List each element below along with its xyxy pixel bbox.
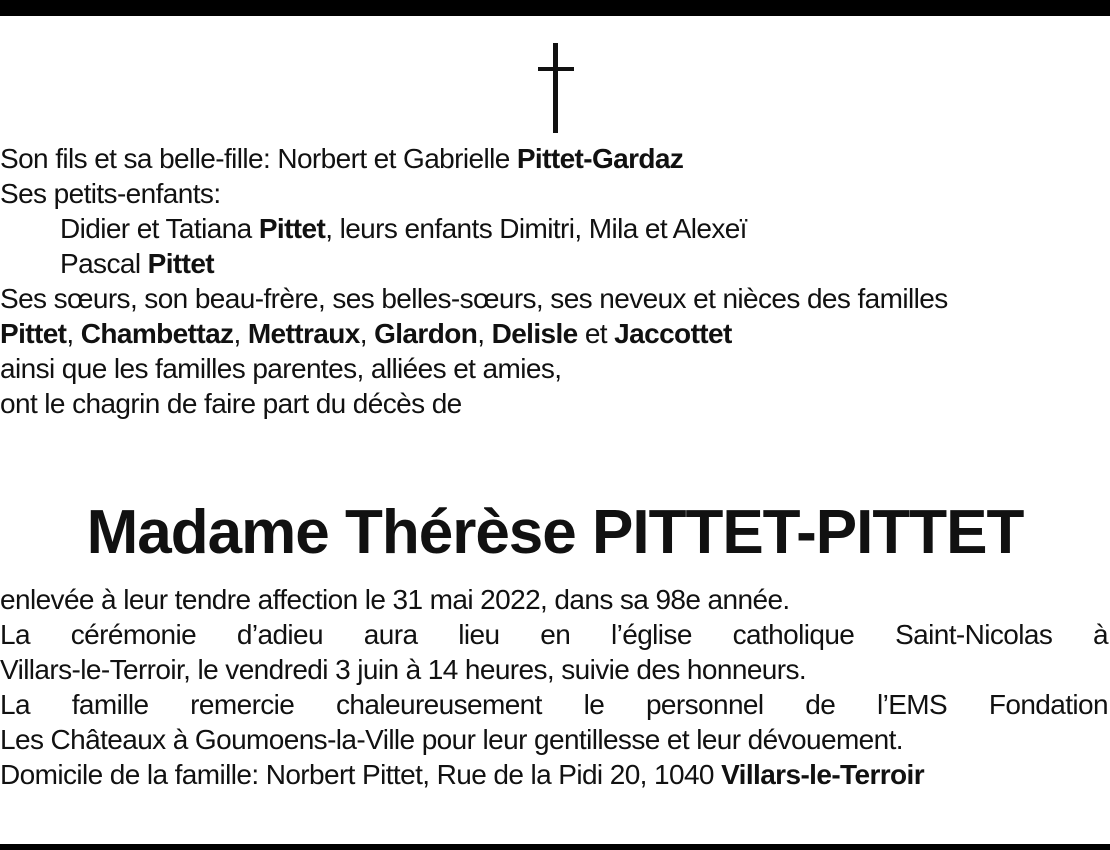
siblings-line: Ses sœurs, son beau-frère, ses belles-sœurs, ses neveux et nièces des familles — [0, 283, 948, 314]
address-line: Domicile de la famille: Norbert Pittet, Rue de la Pidi 20, 1040 Villars-le-Terroir — [0, 759, 925, 790]
ceremony-line-1: La cérémonie d’adieu aura lieu en l’église catholique Saint-Nicolas à — [0, 619, 1108, 650]
grandchildren-label: Ses petits-enfants: — [0, 178, 221, 209]
family-name: Glardon — [374, 318, 478, 349]
top-border — [0, 0, 1110, 16]
family-names-line: Pittet, Chambettaz, Mettraux, Glardon, Delisle et Jaccottet — [0, 318, 732, 349]
ceremony-line-2: Villars-le-Terroir, le vendredi 3 juin à 14 heures, suivie des honneurs. — [0, 654, 807, 685]
family-name: Delisle — [491, 318, 578, 349]
thanks-line-1: La famille remercie chaleureusement le personnel de l’EMS Fondation — [0, 689, 1108, 720]
death-line: enlevée à leur tendre affection le 31 mai 2022, dans sa 98e année. — [0, 584, 790, 615]
announce-line: ont le chagrin de faire part du décès de — [0, 388, 462, 419]
family-name: Pittet — [0, 318, 67, 349]
family-name: Jaccottet — [614, 318, 732, 349]
cross-icon — [538, 43, 574, 133]
grandchild-line-1: Didier et Tatiana Pittet, leurs enfants Dimitri, Mila et Alexeï — [60, 213, 747, 244]
family-section — [0, 141, 1110, 421]
family-name: Mettraux — [247, 318, 360, 349]
grandchild-line-2: Pascal Pittet — [60, 248, 215, 279]
thanks-line-2: Les Châteaux à Goumoens-la-Ville pour leur gentillesse et leur dévouement. — [0, 724, 903, 755]
deceased-name: Madame Thérèse PITTET-PITTET — [86, 498, 1024, 567]
bottom-border — [0, 844, 1110, 850]
details-section — [0, 582, 1110, 792]
family-name: Chambettaz — [80, 318, 234, 349]
son-line: Son fils et sa belle-fille: Norbert et Gabrielle Pittet-Gardaz — [0, 143, 684, 174]
allies-line: ainsi que les familles parentes, alliées et amies, — [0, 353, 562, 384]
